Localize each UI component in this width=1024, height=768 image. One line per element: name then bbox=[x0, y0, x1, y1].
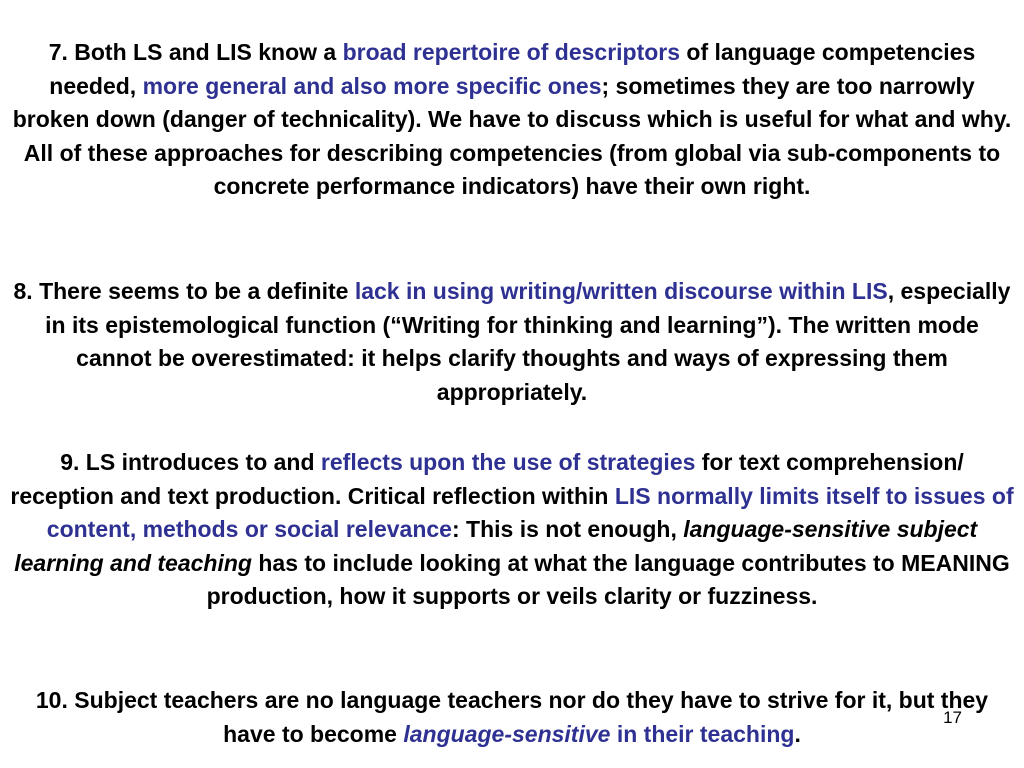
paragraph-7-highlight-1: broad repertoire of descriptors bbox=[342, 39, 681, 65]
paragraph-10-text-1: 10. Subject teachers are no language teachers nor do they have to strive for it, but they have to become bbox=[35, 687, 989, 747]
paragraph-10 bbox=[10, 684, 1014, 751]
paragraph-7-highlight-2: more general and also more specific ones bbox=[142, 72, 602, 99]
paragraph-7-text-3: ; sometimes they are too narrowly broken down (danger of technicality). We have to discuss which is useful for what and why. All of these approaches for describing competencies (from global via sub-components to concrete performance indicators) have their own right. bbox=[12, 72, 1012, 199]
paragraph-9-highlight-2: LIS normally limits itself to issues of content, methods or social relevance bbox=[46, 482, 1014, 542]
paragraph-10-text-2: . bbox=[794, 720, 801, 747]
paragraph-7-text-1: 7. Both LS and LIS know a bbox=[48, 39, 343, 65]
paragraph-8-text-1: 8. There seems to be a definite bbox=[13, 278, 355, 304]
paragraph-8-highlight-1: lack in using writing/written discourse within LIS bbox=[354, 278, 888, 304]
paragraph-10-highlight-1: language-sensitive bbox=[403, 720, 611, 747]
paragraph-9-italic-1: language-sensitive subject learning and teaching bbox=[14, 516, 978, 576]
paragraph-9 bbox=[10, 446, 1014, 614]
paragraph-9-highlight-1: reflects upon the use of strategies bbox=[320, 449, 696, 475]
paragraph-10-highlight-2: in their teaching bbox=[610, 720, 795, 747]
paragraph-9-text-1: 9. LS introduces to and bbox=[60, 449, 321, 475]
page-number: 17 bbox=[943, 708, 962, 727]
paragraph-7 bbox=[10, 36, 1014, 204]
paragraph-9-text-3: : This is not enough, bbox=[451, 516, 684, 542]
paragraph-7-text-2: of language competencies needed, bbox=[49, 39, 976, 99]
paragraph-9-text-4: has to include looking at what the language contributes to MEANING production, how it supports or veils clarity or fuzziness. bbox=[206, 549, 1010, 609]
paragraph-8-text-2: , especially in its epistemological function (“Writing for thinking and learning”). The written mode cannot be overestimated: it helps clarify thoughts and ways of expressing them appropriately. bbox=[45, 278, 1011, 405]
paragraph-8 bbox=[10, 275, 1014, 409]
paragraph-9-text-2: for text comprehension/ reception and text production. Critical reflection within bbox=[10, 449, 964, 509]
